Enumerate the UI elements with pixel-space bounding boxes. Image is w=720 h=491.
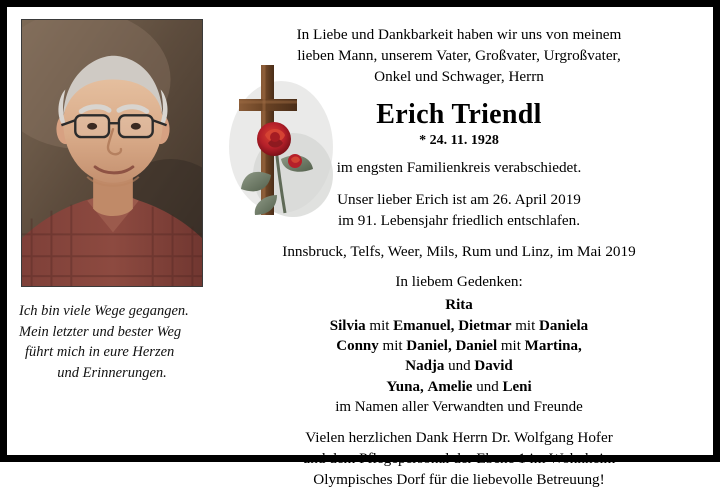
right-column <box>213 7 713 489</box>
verse-line-2: Mein letzter und bester Weg <box>19 323 182 340</box>
thanks-line-3: Olympisches Dorf für die liebevolle Betreuung! <box>313 471 605 489</box>
family-names <box>219 295 699 397</box>
portrait-photo <box>21 19 203 287</box>
birth-date: * 24. 11. 1928 <box>419 132 499 148</box>
obituary-inner <box>7 7 713 489</box>
family-line-1: Rita <box>445 297 473 314</box>
on-behalf-text: im Namen aller Verwandten und Freunde <box>335 399 583 416</box>
family-line-3: Conny mit Daniel, Daniel mit Martina, <box>336 338 582 355</box>
family-line-4: Nadja und David <box>405 358 513 375</box>
farewell-text: im engsten Familienkreis verabschiedet. <box>336 158 582 176</box>
places-and-date: Innsbruck, Telfs, Weer, Mils, Rum und Linz, im Mai 2019 <box>282 243 636 261</box>
thanks-line-2: und dem Pflegepersonal der Ebene 1 im Wohnheim <box>302 450 616 468</box>
left-column <box>7 7 213 455</box>
cross-with-rose-icon <box>219 55 337 223</box>
family-line-5: Yuna, Amelie und Leni <box>386 378 532 395</box>
intro-line-3: Onkel und Schwager, Herrn <box>374 67 544 85</box>
intro-line-2: lieben Mann, unserem Vater, Großvater, Urgroßvater, <box>297 46 621 64</box>
verse-line-1: Ich bin viele Wege gegangen. <box>19 303 189 319</box>
memory-heading: In liebem Gedenken: <box>395 273 523 291</box>
family-line-2: Silvia mit Emanuel, Dietmar mit Daniela <box>329 317 589 334</box>
thanks-line-1: Vielen herzlichen Dank Herrn Dr. Wolfgang Hofer <box>305 429 613 447</box>
deceased-name: Erich Triendl <box>376 98 542 130</box>
memorial-verse <box>17 301 207 383</box>
passing-line-2: im 91. Lebensjahr friedlich entschlafen. <box>337 211 581 229</box>
intro-line-1: In Liebe und Dankbarkeit haben wir uns von meinem <box>296 26 622 43</box>
verse-line-3: führt mich in eure Herzen <box>25 344 175 361</box>
passing-line-1: Unser lieber Erich ist am 26. April 2019 <box>337 190 581 208</box>
verse-line-4: und Erinnerungen. <box>57 364 167 381</box>
thanks-text <box>219 428 699 491</box>
